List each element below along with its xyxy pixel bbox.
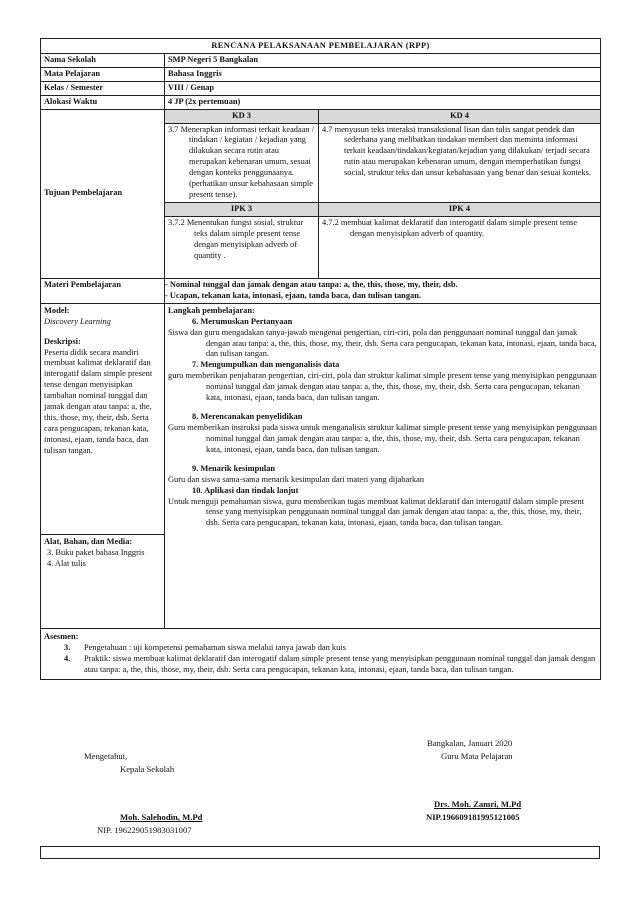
teacher-role: Guru Mata Pelajaran <box>441 751 513 761</box>
step-text: Siswa dan guru mengadakan tanya-jawab mengenai pengertian, ciri-ciri, pola dan penggunaan nominal tunggal dan jamak dengan atau tanpa: a, the, this, those, my, their, dsb. Serta cara pengucapan, tekanan kata, intonasi, ejaan, tanda baca, dan tulisan tangan. <box>168 327 597 359</box>
asesmen-text: Praktik: siswa membuat kalimat deklaratif dan interogatif dalam simple present tense yang menyisipkan penggunaan nominal tunggal dan jamak dengan atau tanpa: a, the, this, those, my, their, dsb. Serta cara pengucapan, tekanan kata, intonasi, ejaan, tanda baca, dan tulisan tangan. <box>84 653 596 674</box>
asesmen-label: Asesmen: <box>44 631 79 641</box>
step-text: Untuk menguji pemahaman siswa, guru memberikan tugas membuat kalimat deklaratif dan interogatif dalam simple present tense yang menyisipkan penggunaan nominal tunggal dan jamak dengan atau tanpa: a, the, this, those, my, their, dsb. Serta cara pengucapan, tekanan kata, intonasi, ejaan, tanda baca, dan tulisan tangan. <box>168 496 585 528</box>
principal-nip: NIP. 196229051983031007 <box>97 825 192 835</box>
ipk4-cell <box>319 216 601 278</box>
materi-line: - Nominal tunggal dan jamak dengan atau tanpa: a, the, this, those, my, their, dsb. <box>165 279 458 289</box>
step-text: Guru dan siswa sama-sama menarik kesimpulan dari materi yang dijabarkan <box>168 474 425 484</box>
mengetahui-label: Mengetahui, <box>84 751 128 761</box>
asesmen-number: 4. <box>64 653 71 663</box>
place-date: Bangkalan, Januari 2020 <box>427 738 513 748</box>
asesmen-number: 3. <box>64 642 71 652</box>
identity-value: VIII / Genap <box>165 81 601 95</box>
asesmen-text: Pengetahuan : uji kompetensi pemahaman siswa melalui tanya jawab dan kuis <box>84 642 346 652</box>
identity-label: Alokasi Waktu <box>41 95 165 109</box>
ipk3-number: 3.7.2 <box>168 217 185 227</box>
asesmen-item <box>44 643 597 654</box>
ipk4-number: 4.7.2 <box>322 217 339 227</box>
document-title: RENCANA PELAKSANAAN PEMBELAJARAN (RPP) <box>41 39 601 54</box>
step-text: guru memberikan penjabaran pengertian, ciri-ciri, pola dan struktur kalimat simple present tense yang menyisipkan penggunaan nominal tunggal dan jamak dengan atau tanpa: a, the, this, those, my, their, dsb. Serta cara pengucapan, tekanan kata, intonasi, ejaan, tanda baca, dan tulisan tangan. <box>168 371 597 403</box>
principal-role: Kepala Sekolah <box>120 764 175 774</box>
step-heading: 9. Menarik kesimpulan <box>192 463 276 473</box>
kd3-text: Menerapkan informasi terkait keadaan / tindakan / kegiatan / kejadian yang dilakukan secara rutin atau merupakan kebenaran umum, sesuai dengan konteks penggunaanya.(perhatikan unsur kebahasaan simple present tense). <box>180 124 315 200</box>
asesmen-cell <box>41 628 601 680</box>
step-text: Guru memberikan instruksi pada siswa untuk menganalisis struktur kalimat simple present tense yang menyisipkan penggunaan nominal tunggal dan jamak dengan atau tanpa: a, the, this, those, my, their, dsb. Serta cara pengucapan, tekanan kata, intonasi, ejaan, tanda baca, dan tulisan tangan. <box>168 422 597 454</box>
teacher-nip: NIP.196609181995121005 <box>426 812 520 822</box>
step-heading: 10. Aplikasi dan tindak lanjut <box>192 485 299 495</box>
rpp-document <box>40 38 600 680</box>
deskripsi-label: Deskripsi: <box>44 336 81 346</box>
kd4-number: 4.7 <box>322 124 333 134</box>
tujuan-label: Tujuan Pembelajaran <box>41 109 165 278</box>
ipk3-cell <box>165 216 319 278</box>
ipk4-header: IPK 4 <box>319 202 601 216</box>
kd3-number: 3.7 <box>168 124 179 134</box>
materi-label: Materi Pembelajaran <box>41 278 165 303</box>
materi-cell <box>165 278 601 303</box>
step-heading: 6. Merumuskan Pertanyaan <box>192 316 293 326</box>
kd3-cell <box>165 123 319 202</box>
model-name: Discovery Learning <box>44 316 111 326</box>
materi-line: - Ucapan, tekanan kata, intonasi, ejaan, tanda baca, dan tulisan tangan. <box>165 290 421 300</box>
model-column <box>41 303 165 628</box>
model-label: Model: <box>44 305 70 315</box>
alat-item: 3. Buku paket bahasa Inggris <box>47 547 145 557</box>
alat-item: 4. Alat tulis <box>47 558 86 568</box>
identity-label: Kelas / Semester <box>41 81 165 95</box>
rpp-table <box>40 38 601 680</box>
kd4-cell <box>319 123 601 202</box>
asesmen-item <box>44 654 597 676</box>
ipk3-header: IPK 3 <box>165 202 319 216</box>
langkah-cell <box>165 303 601 628</box>
deskripsi-text: Peserta didik secara mandiri membuat kalimat deklaratif dan interogatif dalam simple present tense dengan menyisipkan tambahan nominal tunggal dan jamak dengan atau tanpa: a, the, this, those, my, their, dsb. Serta cara pengucapan, tekanan kata, intonasi, ejaan, tanda baca, dan tulisan tangan. <box>44 347 153 455</box>
principal-name: Moh. Salehodin, M.Pd <box>120 812 203 822</box>
kd4-header: KD 4 <box>319 109 601 123</box>
identity-label: Nama Sekolah <box>41 53 165 67</box>
step-heading: 7. Mengumpulkan dan menganalisis data <box>192 360 340 370</box>
kd3-header: KD 3 <box>165 109 319 123</box>
alat-label: Alat, Bahan, dan Media: <box>44 536 133 546</box>
identity-label: Mata Pelajaran <box>41 67 165 81</box>
langkah-title: Langkah pembelajaran: <box>168 305 255 315</box>
step-heading: 8. Merencanakan penyelidikan <box>192 412 303 422</box>
ipk3-text: Menentukan fungsi sosial, struktur teks dalam simple present tense dengan menyisipkan adverb of quantity . <box>186 217 304 260</box>
identity-value: 4 JP (2x pertemuan) <box>165 95 601 109</box>
identity-value: SMP Negeri 5 Bangkalan <box>165 53 601 67</box>
ipk4-text: membuat kalimat deklaratif dan interogatif dalam simple present tense dengan menyisipkan adverb of quantity. <box>340 217 578 238</box>
teacher-name: Drs. Moh. Zamri, M.Pd <box>434 799 522 809</box>
identity-value: Bahasa Inggris <box>165 67 601 81</box>
footer-box <box>40 846 600 859</box>
kd4-text: menyusun teks interaksi transaksional lisan dan tulis sangat pendek dan sederhana yang melibatkan tindakan memberi dan meminta informasi terkait keadaan/tindakan/kegiatan/kejadian yang dilakukan/ terjadi secara rutin atau merupakan kebenaran umum, dengan memperhatikan fungsi social, struktur teks dan unsur kebahasaan yang benar dan sesuai konteks. <box>334 124 591 178</box>
